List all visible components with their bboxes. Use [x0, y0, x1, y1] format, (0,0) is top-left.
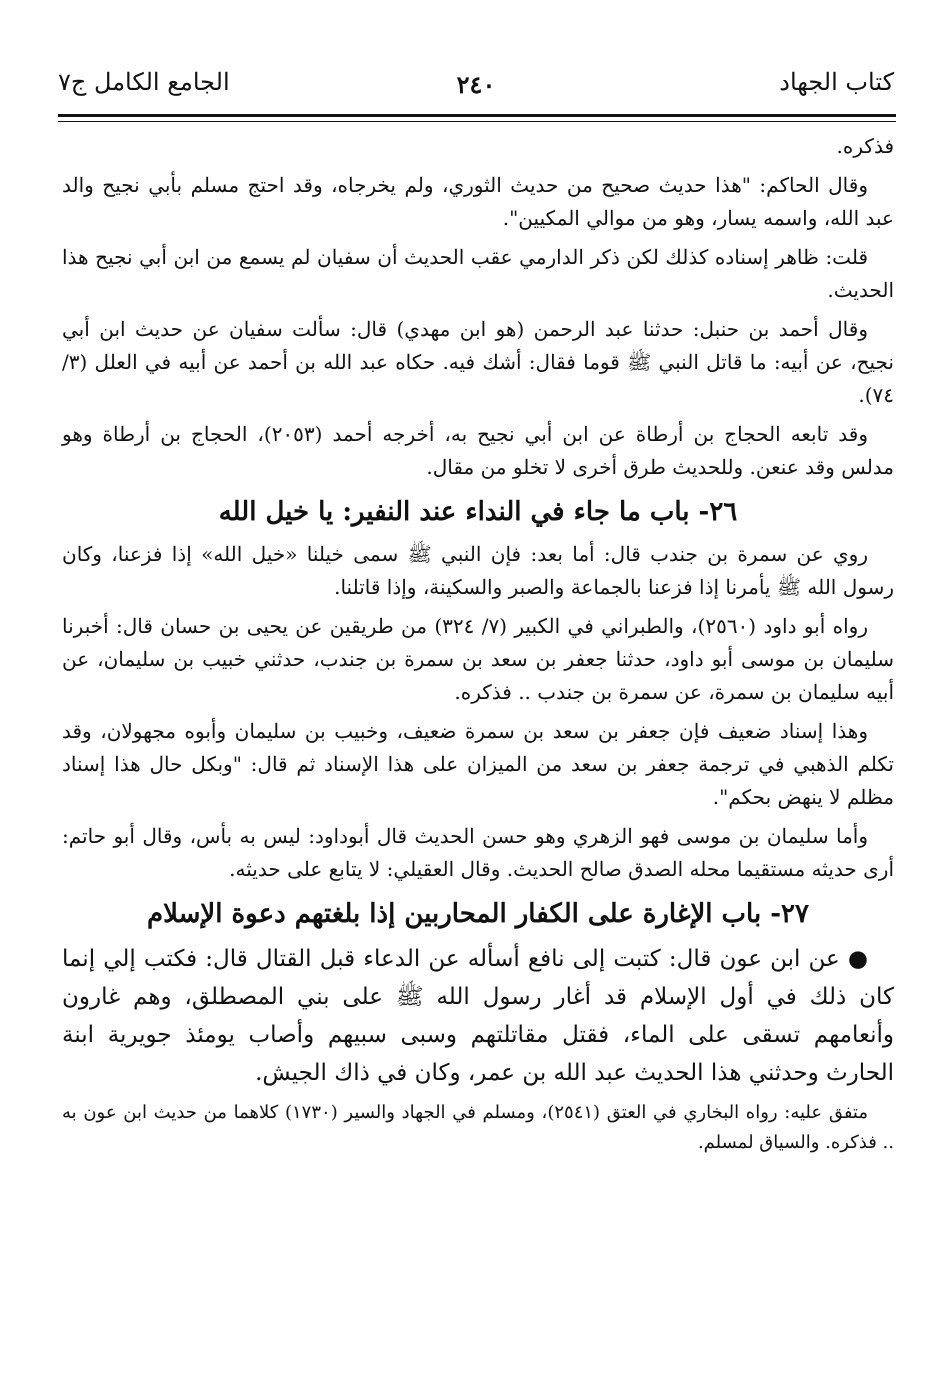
header-rule-thin	[58, 121, 896, 122]
chapter-title: كتاب الجهاد	[779, 68, 894, 96]
paragraph: وهذا إسناد ضعيف فإن جعفر بن سعد بن سمرة ضعيف، وخبيب بن سليمان وأبوه مجهولان، وقد تكلم الذهبي في ترجمة جعفر بن سعد من الميزان على هذا الإسناد ثم قال: "وبكل حال هذا إسناد مظلم لا ينهض بحكم".	[62, 719, 894, 809]
section-heading-27: ٢٧- باب الإغارة على الكفار المحاربين إذا بلغتهم دعوة الإسلام	[147, 899, 809, 929]
paragraph: وقال الحاكم: "هذا حديث صحيح من حديث الثوري، ولم يخرجاه، وقد احتج مسلم بأبي نجيح والد عبد الله، واسمه يسار، وهو من موالي المكيين".	[62, 173, 894, 230]
takhrij-text: متفق عليه: رواه البخاري في العتق (٢٥٤١)، ومسلم في الجهاد والسير (١٧٣٠) كلاهما من حديث ابن عون به .. فذكره. والسياق لمسلم.	[62, 1102, 894, 1153]
paragraph: فذكره.	[836, 134, 894, 158]
paragraph: رواه أبو داود (٢٥٦٠)، والطبراني في الكبير (٧/ ٣٢٤) من طريقين عن يحيى بن حسان قال: أخبرنا سليمان بن موسى أبو داود، حدثنا جعفر بن سعد بن سمرة بن جندب، حدثني خبيب بن سليمان، عن أبيه سليمان بن سمرة، عن سمرة بن جندب .. فذكره.	[62, 614, 894, 704]
paragraph: قلت: ظاهر إسناده كذلك لكن ذكر الدارمي عقب الحديث أن سفيان لم يسمع من ابن أبي نجيح هذا الحديث.	[62, 245, 894, 302]
paragraph: وأما سليمان بن موسى فهو الزهري وهو حسن الحديث قال أبوداود: ليس به بأس، وقال أبو حاتم: أرى حديثه مستقيما محله الصدق صالح الحديث. وقال العقيلي: لا يتابع على حديثه.	[62, 824, 894, 881]
page-body	[62, 130, 894, 1164]
page-header	[58, 68, 894, 112]
header-rule-thick	[58, 114, 896, 117]
paragraph: وقال أحمد بن حنبل: حدثنا عبد الرحمن (هو ابن مهدي) قال: سألت سفيان عن حديث ابن أبي نجيح، عن أبيه: ما قاتل النبي ﷺ قوما فقال: أشك فيه. حكاه عبد الله بن أحمد عن أبيه في العلل (٣/ ٧٤).	[62, 317, 894, 407]
paragraph: وقد تابعه الحجاج بن أرطاة عن ابن أبي نجيح به، أخرجه أحمد (٢٠٥٣)، الحجاج بن أرطاة وهو مدلس وقد عنعن. وللحديث طرق أخرى لا تخلو من مقال.	[62, 422, 894, 479]
paragraph: روي عن سمرة بن جندب قال: أما بعد: فإن النبي ﷺ سمى خيلنا «خيل الله» إذا فزعنا، وكان رسول الله ﷺ يأمرنا إذا فزعنا بالجماعة والصبر والسكينة، وإذا قاتلنا.	[62, 542, 894, 599]
section-heading-26: ٢٦- باب ما جاء في النداء عند النفير: يا خيل الله	[218, 497, 738, 527]
hadith-text: ● عن ابن عون قال: كتبت إلى نافع أسأله عن الدعاء قبل القتال قال: فكتب إلي إنما كان ذلك في أول الإسلام قد أغار رسول الله ﷺ على بني المصطلق، وهم غارون وأنعامهم تسقى على الماء، فقتل مقاتلتهم وسبى سبيهم وأصاب يومئذ جويرية ابنة الحارث وحدثني هذا الحديث عبد الله بن عمر، وكان في ذاك الجيش.	[62, 946, 894, 1086]
book-title: الجامع الكامل ج٧	[58, 68, 230, 96]
page-number: ٢٤٠	[456, 70, 496, 99]
